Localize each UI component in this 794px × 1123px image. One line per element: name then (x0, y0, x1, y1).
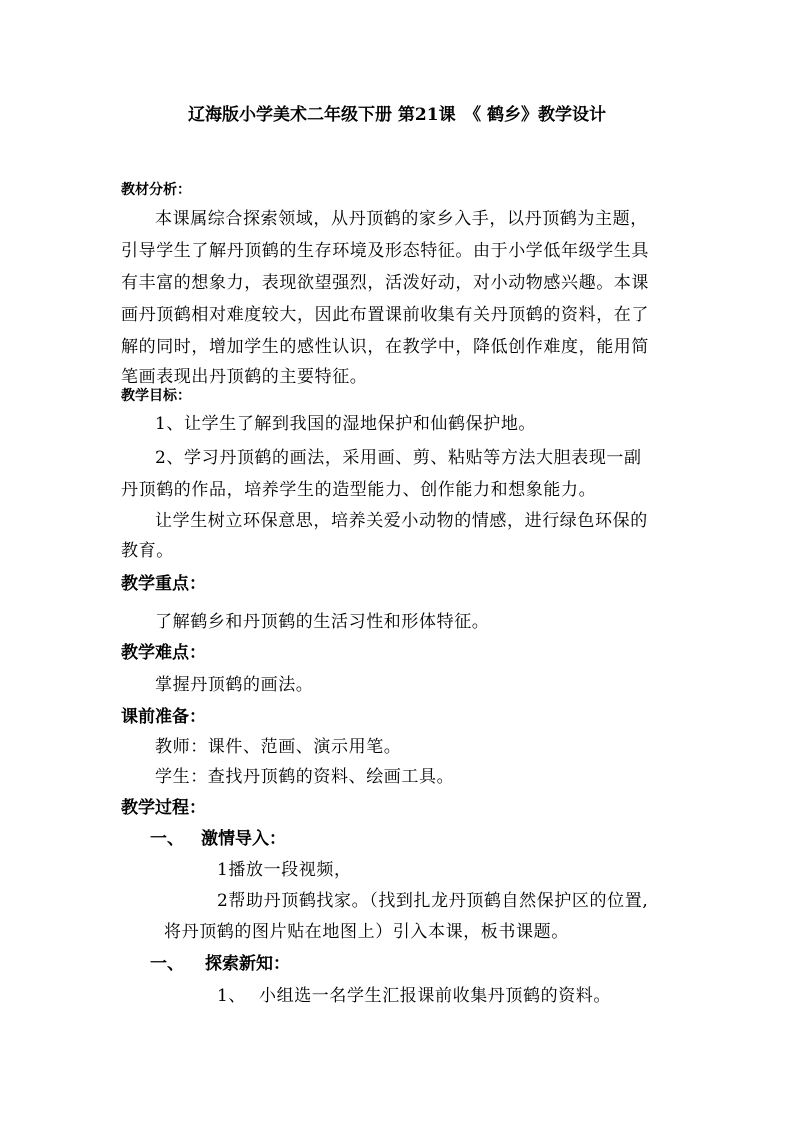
preparation-teacher: 教师：课件、范画、演示用笔。 (155, 737, 402, 757)
section-heading-process: 教学过程： (121, 798, 206, 818)
step-line: 将丹顶鹤的图片贴在地图上）引入本课，板书课题。 (164, 922, 569, 942)
section-heading-preparation: 课前准备： (121, 707, 206, 727)
step-item-number: 1、 (217, 986, 247, 1006)
paragraph-line: 引导学生了解丹顶鹤的生存环境及形态特征。由于小学低年级学生具 (121, 241, 649, 261)
section-heading-textbook-analysis: 教材分析： (121, 182, 191, 198)
step-title: 探索新知： (205, 954, 290, 974)
goal-line: 让学生树立环保意思，培养关爱小动物的情感，进行绿色环保的 (155, 511, 648, 531)
paragraph-line: 笔画表现出丹顶鹤的主要特征。 (121, 367, 368, 387)
goal-line: 1、让学生了解到我国的湿地保护和仙鹤保护地。 (155, 414, 537, 434)
paragraph-line: 画丹顶鹤相对难度较大，因此布置课前收集有关丹顶鹤的资料，在了 (121, 305, 649, 325)
section-heading-key-points: 教学重点： (121, 574, 206, 594)
section-heading-teaching-goals: 教学目标： (121, 388, 191, 404)
preparation-student: 学生：查找丹顶鹤的资料、绘画工具。 (155, 767, 455, 787)
paragraph-line: 本课属综合探索领域，从丹顶鹤的家乡入手，以丹顶鹤为主题， (155, 209, 648, 229)
paragraph-line: 解的同时，增加学生的感性认识，在教学中，降低创作难度，能用简 (121, 337, 649, 357)
paragraph-line: 有丰富的想象力，表现欲望强烈，活泼好动，对小动物感兴趣。本课 (121, 273, 649, 293)
step-number: 一、 (150, 954, 184, 974)
step-line: 2帮助丹顶鹤找家。（找到扎龙丹顶鹤自然保护区的位置, (217, 891, 649, 911)
goal-line: 教育。 (121, 541, 174, 561)
key-point-text: 了解鹤乡和丹顶鹤的生活习性和形体特征。 (155, 612, 490, 632)
step-title: 激情导入： (201, 829, 286, 849)
step-number: 一、 (150, 829, 184, 849)
goal-line: 2、学习丹顶鹤的画法，采用画、剪、粘贴等方法大胆表现一副 (155, 448, 642, 468)
section-heading-difficulties: 教学难点： (121, 643, 206, 663)
document-title: 辽海版小学美术二年级下册 第21课 《 鹤乡》教学设计 (188, 105, 606, 125)
difficulty-text: 掌握丹顶鹤的画法。 (155, 675, 314, 695)
goal-line: 丹顶鹤的作品，培养学生的造型能力、创作能力和想象能力。 (121, 480, 597, 500)
step-item-text: 小组选一名学生汇报课前收集丹顶鹤的资料。 (259, 986, 611, 1006)
step-line: 1播放一段视频， (217, 860, 352, 880)
